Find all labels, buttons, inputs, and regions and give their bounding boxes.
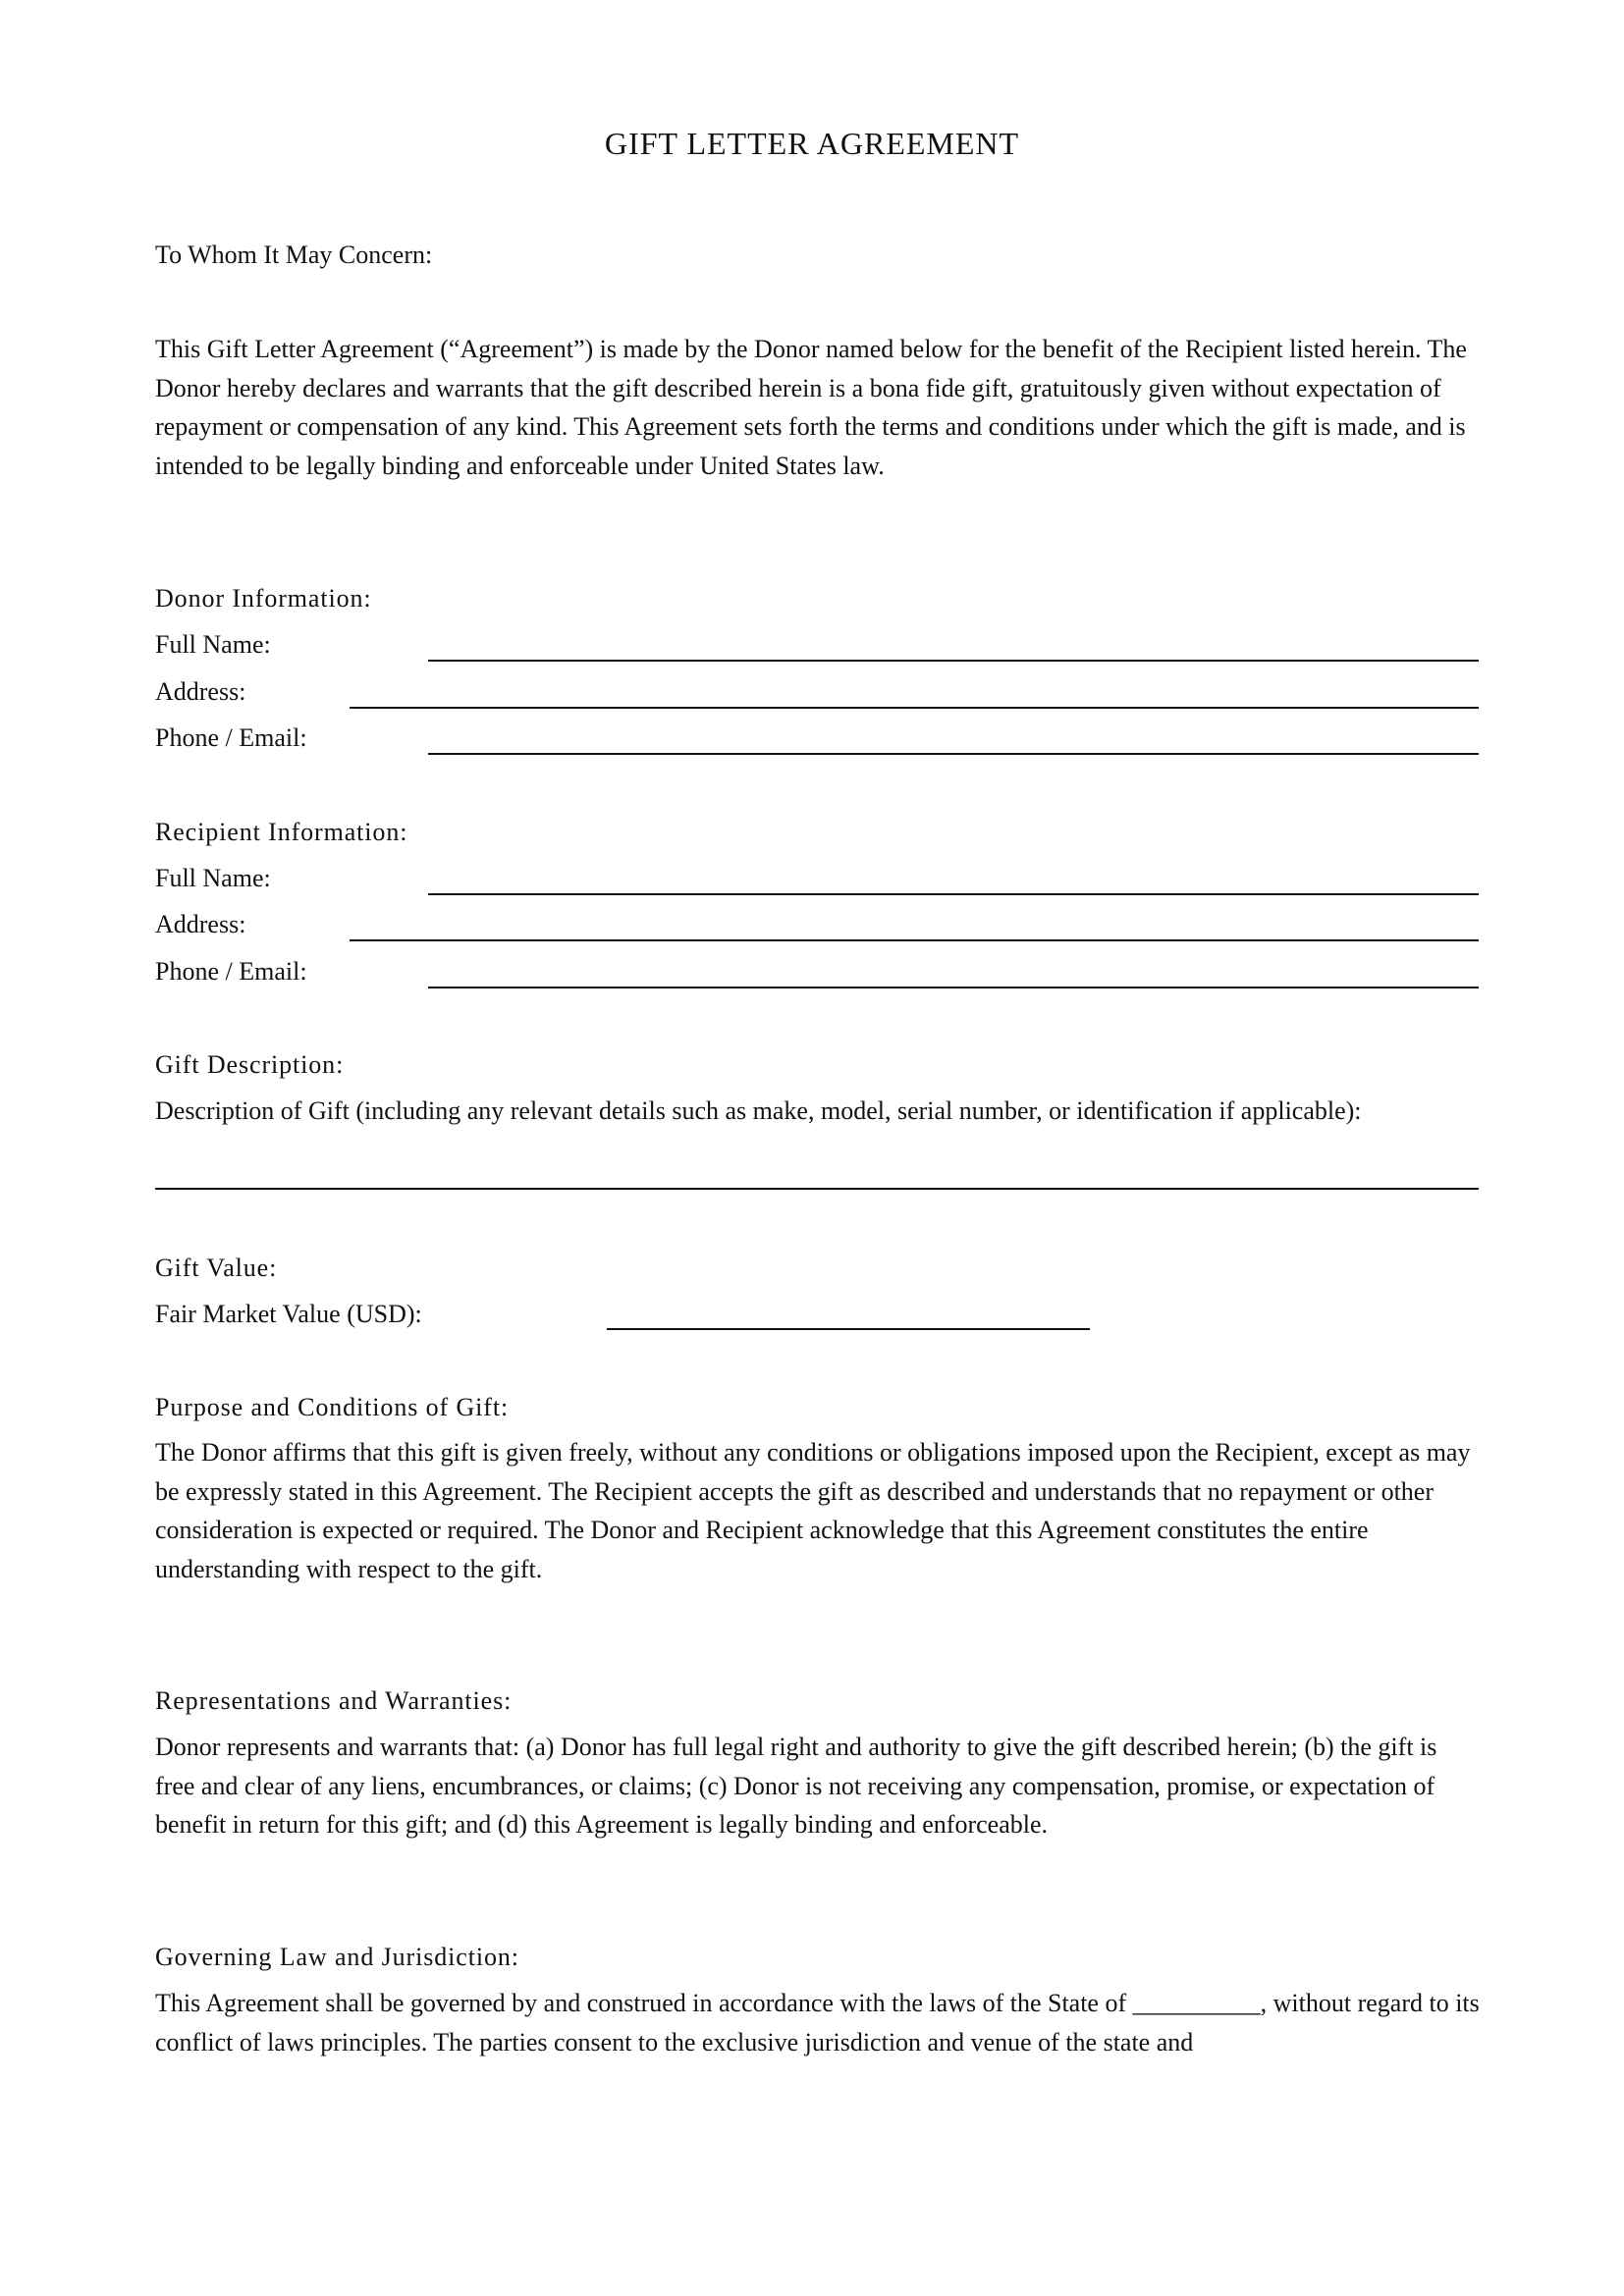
recipient-phone-email-field[interactable]	[428, 987, 1479, 988]
intro-paragraph: This Gift Letter Agreement (“Agreement”) is made by the Donor named below for the benefit of the Recipient listed herein. The Donor hereby declares and warrants that the gift described herein is a bona fide gift, gratuitously given without expectation of repayment or compensation of any kind. This Agreement sets forth the terms and conditions under which the gift is made, and is intended to be legally binding and enforceable under United States law.	[155, 335, 1467, 480]
representations-heading: Representations and Warranties:	[155, 1686, 513, 1715]
donor-phone-email-label: Phone / Email:	[155, 723, 307, 752]
fair-market-value-label: Fair Market Value (USD):	[155, 1300, 422, 1328]
fair-market-value-field[interactable]	[607, 1328, 1090, 1330]
donor-full-name-label: Full Name:	[155, 630, 271, 659]
purpose-heading: Purpose and Conditions of Gift:	[155, 1393, 510, 1421]
purpose-paragraph: The Donor affirms that this gift is given freely, without any conditions or obligations imposed upon the Recipient, except as may be expressly stated in this Agreement. The Recipient accepts the gift as described and understands that no repayment or other consideration is expected or required. The Donor and Recipient acknowledge that this Agreement constitutes the entire understanding with respect to the gift.	[155, 1438, 1471, 1583]
recipient-address-label: Address:	[155, 910, 246, 938]
gift-description-field[interactable]	[155, 1188, 1479, 1190]
recipient-full-name-label: Full Name:	[155, 864, 271, 892]
donor-address-field[interactable]	[350, 707, 1479, 709]
document-title: GIFT LETTER AGREEMENT	[604, 126, 1020, 161]
governing-law-paragraph: This Agreement shall be governed by and construed in accordance with the laws of the State of __________, without regard to its conflict of laws principles. The parties consent to the exclusive jurisdiction and venue of the state and	[155, 1989, 1480, 2056]
gift-description-label: Description of Gift (including any relevant details such as make, model, serial number, or identification if applicable):	[155, 1096, 1362, 1125]
recipient-full-name-field[interactable]	[428, 893, 1479, 895]
recipient-phone-email-label: Phone / Email:	[155, 957, 307, 986]
governing-law-heading: Governing Law and Jurisdiction:	[155, 1943, 519, 1971]
donor-phone-email-field[interactable]	[428, 753, 1479, 755]
gift-value-heading: Gift Value:	[155, 1254, 278, 1282]
donor-address-label: Address:	[155, 677, 246, 706]
salutation: To Whom It May Concern:	[155, 240, 433, 269]
recipient-heading: Recipient Information:	[155, 818, 408, 846]
donor-heading: Donor Information:	[155, 584, 372, 613]
representations-paragraph: Donor represents and warrants that: (a) Donor has full legal right and authority to give the gift described herein; (b) the gift is free and clear of any liens, encumbrances, or claims; (c) Donor is not receiving any compensation, promise, or expectation of benefit in return for this gift; and (d) this Agreement is legally binding and enforceable.	[155, 1733, 1437, 1839]
donor-full-name-field[interactable]	[428, 660, 1479, 662]
gift-description-heading: Gift Description:	[155, 1050, 345, 1079]
recipient-address-field[interactable]	[350, 939, 1479, 941]
